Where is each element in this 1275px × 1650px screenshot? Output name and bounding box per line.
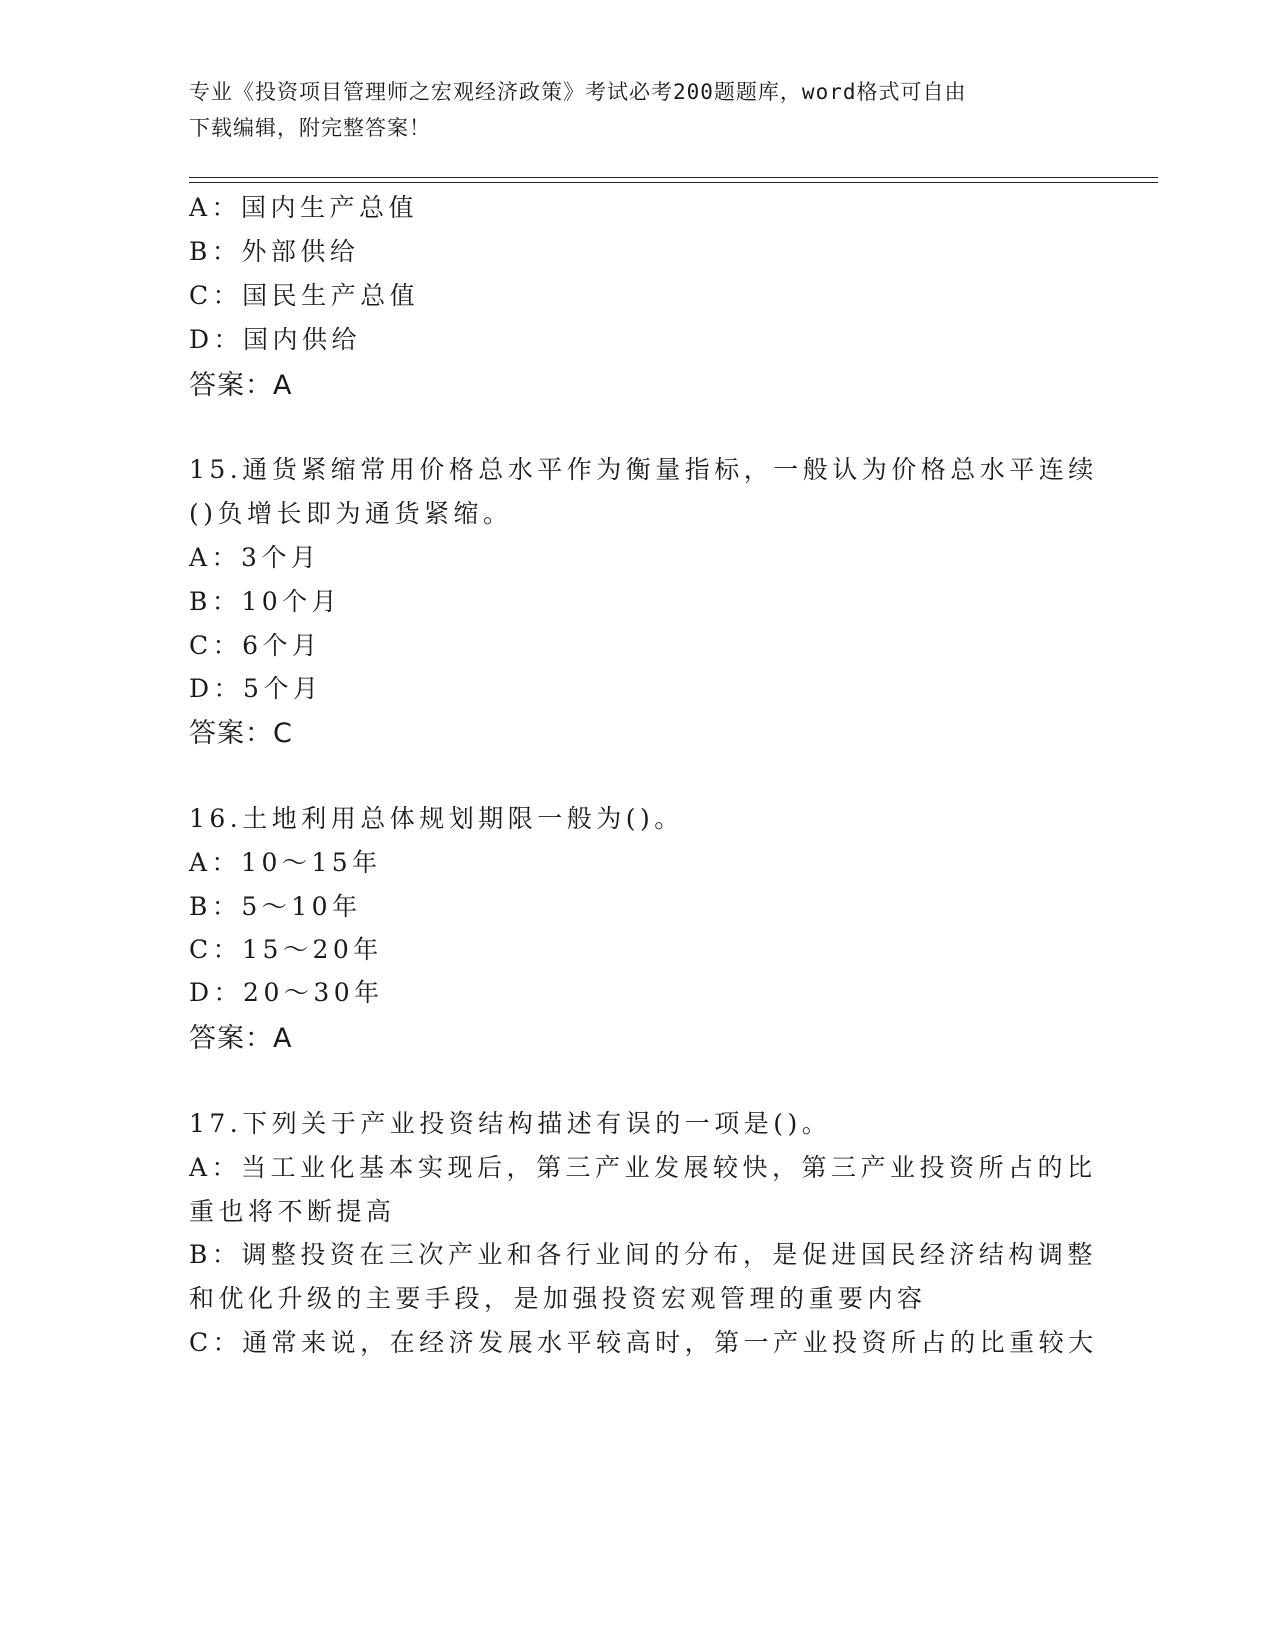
q17-option-c-line-1: C：通常来说，在经济发展水平较高时，第一产业投资所占的比重较大 — [189, 1328, 1098, 1357]
q14-option-b: B：外部供给 — [189, 237, 360, 266]
q15-stem-line-1: 15.通货紧缩常用价格总水平作为衡量指标，一般认为价格总水平连续 — [189, 455, 1098, 484]
q15-option-d: D：5个月 — [189, 674, 323, 703]
q16-option-b: B：5～10年 — [189, 892, 362, 921]
q15-answer: 答案：C — [189, 718, 293, 749]
q15-option-c: C：6个月 — [189, 631, 322, 660]
header-line-1: 专业《投资项目管理师之宏观经济政策》考试必考200题题库，word格式可自由 — [189, 80, 967, 104]
document-header — [189, 74, 1069, 146]
q14-answer: 答案：A — [189, 370, 293, 401]
header-line-2: 下载编辑，附完整答案！ — [189, 116, 431, 140]
q17-option-b-line-2: 和优化升级的主要手段，是加强投资宏观管理的重要内容 — [189, 1284, 927, 1313]
q16-option-a: A：10～15年 — [189, 848, 382, 877]
q16-option-d: D：20～30年 — [189, 978, 384, 1007]
q14-option-c: C：国民生产总值 — [189, 281, 420, 310]
header-divider-bottom — [189, 182, 1158, 183]
q15-option-a: A：3个月 — [189, 543, 321, 572]
q17-option-a-line-1: A：当工业化基本实现后，第三产业发展较快，第三产业投资所占的比 — [189, 1153, 1097, 1182]
q17-option-b-line-1: B：调整投资在三次产业和各行业间的分布，是促进国民经济结构调整 — [189, 1240, 1097, 1269]
q16-answer: 答案：A — [189, 1023, 293, 1054]
q14-option-d: D：国内供给 — [189, 325, 362, 354]
q17-stem: 17.下列关于产业投资结构描述有误的一项是()。 — [189, 1109, 832, 1138]
q15-stem-line-2: ()负增长即为通货紧缩。 — [189, 499, 513, 528]
header-divider-top — [189, 177, 1158, 178]
q16-stem: 16.土地利用总体规划期限一般为()。 — [189, 804, 684, 833]
q14-option-a: A：国内生产总值 — [189, 193, 419, 222]
q16-option-c: C：15～20年 — [189, 935, 383, 964]
q17-option-a-line-2: 重也将不断提高 — [189, 1197, 396, 1226]
q15-option-b: B：10个月 — [189, 587, 342, 616]
